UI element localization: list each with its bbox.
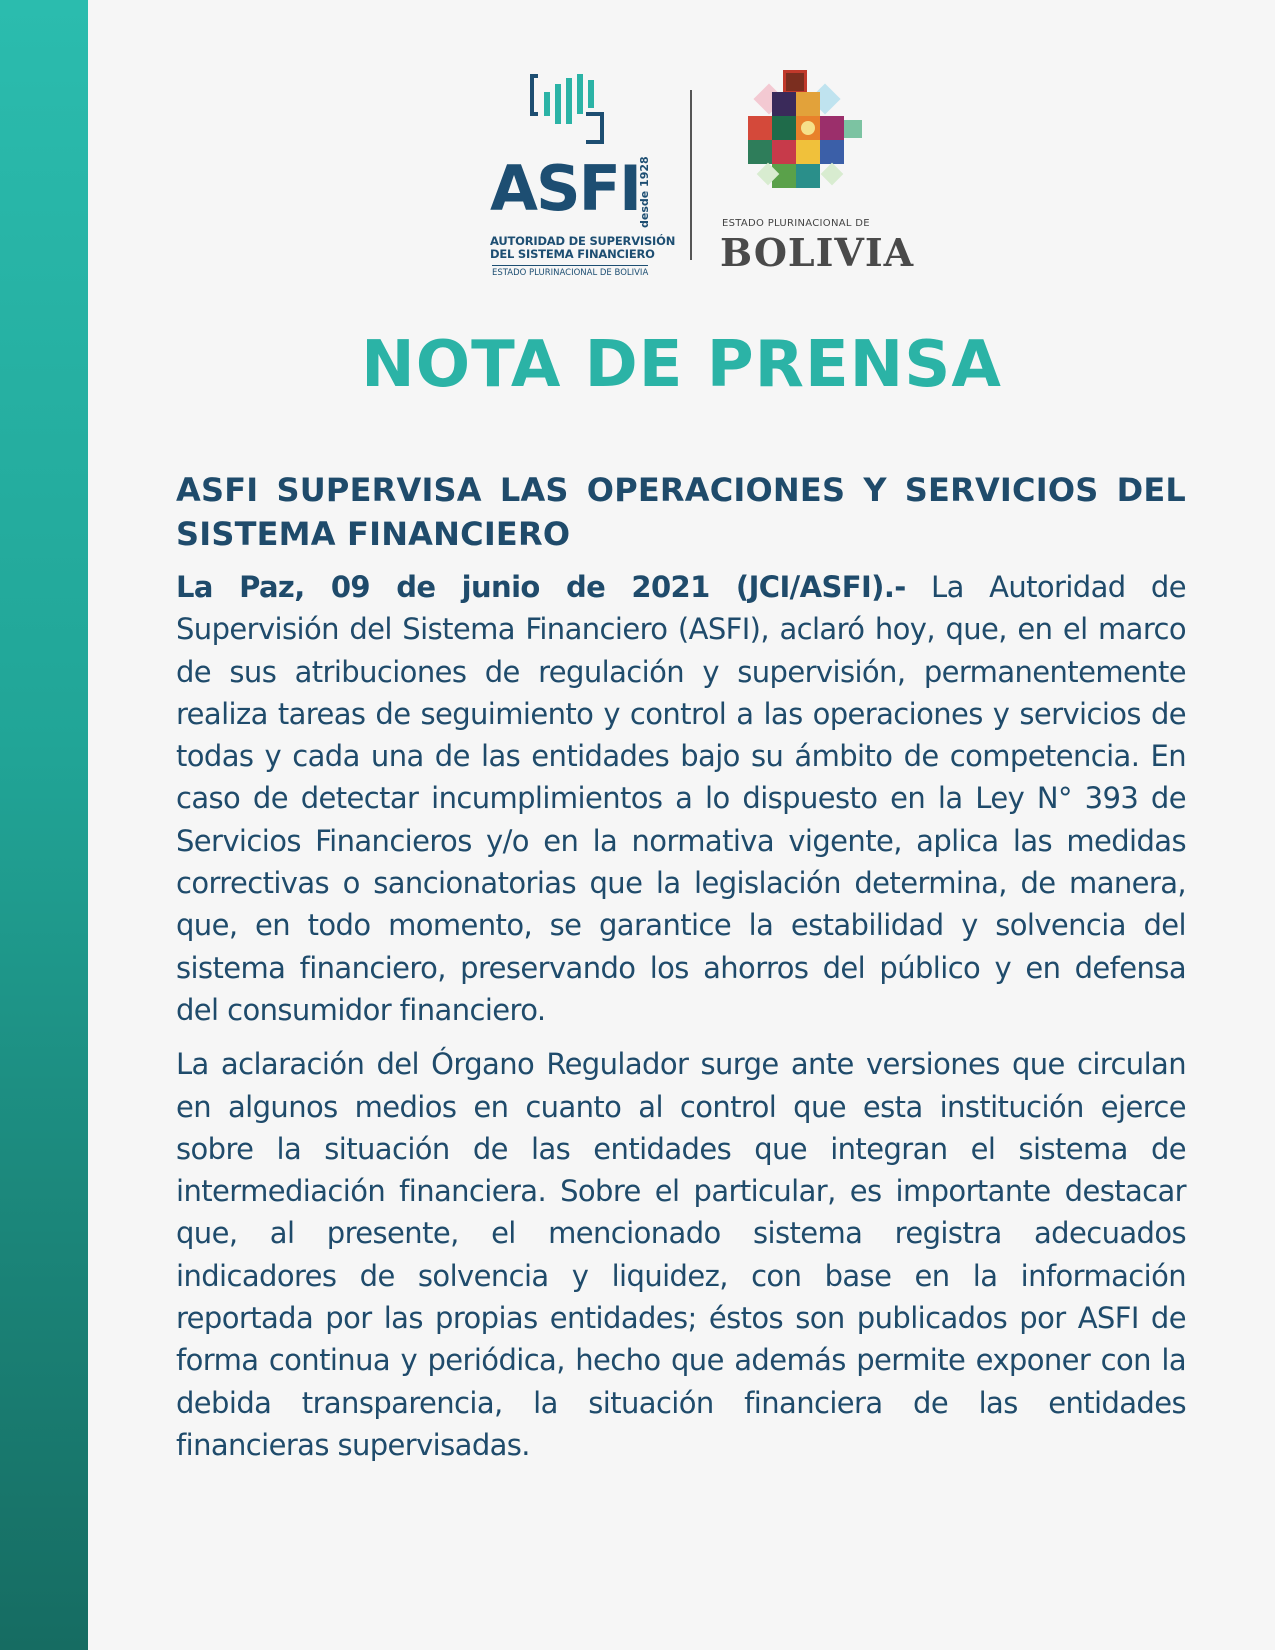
- asfi-wordmark: ASFI: [490, 152, 641, 225]
- asfi-subtitle-2: DEL SISTEMA FINANCIERO: [490, 247, 655, 261]
- asfi-since: desde 1928: [638, 156, 651, 228]
- asfi-bars-icon: [530, 70, 610, 145]
- bolivia-logo: [720, 70, 915, 285]
- article-headline: ASFI SUPERVISA LAS OPERACIONES Y SERVICIOS DEL SISTEMA FINANCIERO: [176, 471, 1186, 553]
- paragraph-2: La aclaración del Órgano Regulador surge ante versiones que circulan en algunos medios en cuanto al control que esta institución ejerce sobre la situación de las entidades que integran el sistema de intermediación financiera. Sobre el particular, es importante destacar que, al presente, el mencionado sistema registra adecuados indicadores de solvencia y liquidez, con base en la información reportada por las propias entidades; éstos son publicados por ASFI de forma continua y periódica, hecho que además permite exponer con la debida transparencia, la situación financiera de las entidades financieras supervisadas.: [176, 1047, 1186, 1462]
- header-logos: [480, 70, 915, 285]
- dateline: La Paz, 09 de junio de 2021 (JCI/ASFI).-: [176, 570, 906, 604]
- logo-divider: [690, 90, 692, 260]
- asfi-logo: [490, 70, 675, 280]
- asfi-subtitle-3: ESTADO PLURINACIONAL DE BOLIVIA: [492, 265, 648, 278]
- bolivia-wordmark: BOLIVIA: [720, 230, 915, 275]
- paragraph-1-text: La Autoridad de Supervisión del Sistema Financiero (ASFI), aclaró hoy, que, en el marco de sus atribuciones de regulación y supervisión, permanentemente realiza tareas de seguimiento y control a las operaciones y servicios de todas y cada una de las entidades bajo su ámbito de competencia. En caso de detectar incumplimientos a lo dispuesto en la Ley N° 393 de Servicios Financieros y/o en la normativa vigente, aplica las medidas correctivas o sancionatorias que la legislación determina, de manera, que, en todo momento, se garantice la estabilidad y solvencia del sistema financiero, preservando los ahorros del público y en defensa del consumidor financiero.: [176, 570, 1186, 1027]
- decorative-sidebar: [0, 0, 88, 1650]
- paragraph-1: [176, 566, 1186, 1031]
- article-body: [176, 468, 1186, 1478]
- asfi-subtitle-1: AUTORIDAD DE SUPERVISIÓN: [490, 234, 676, 248]
- chakana-emblem-icon: [738, 70, 868, 195]
- bolivia-small-text: ESTADO PLURINACIONAL DE: [722, 218, 870, 229]
- page-title: NOTA DE PRENSA: [361, 328, 1002, 402]
